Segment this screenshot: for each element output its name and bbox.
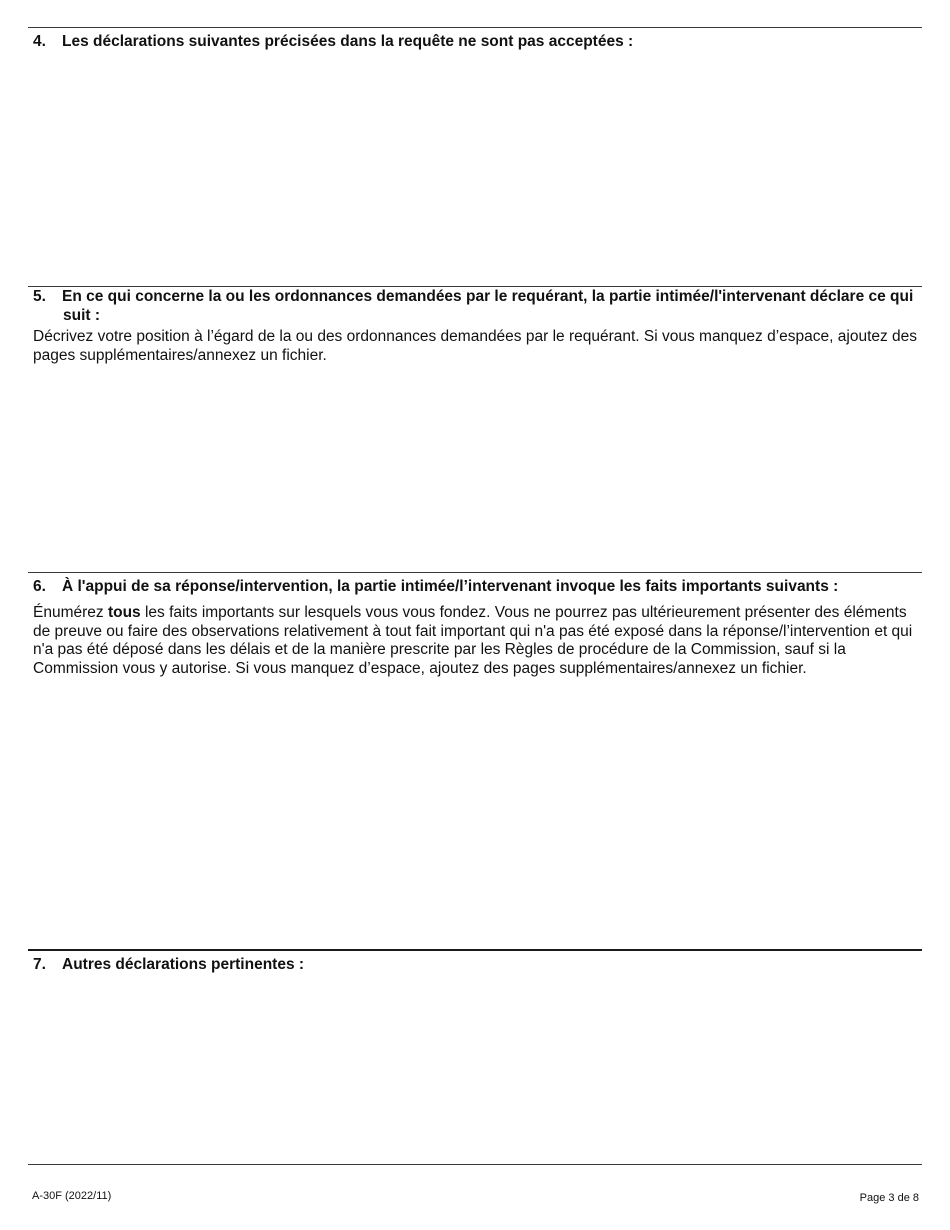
form-code: A-30F (2022/11) bbox=[32, 1190, 112, 1202]
section-6-title: À l'appui de sa réponse/intervention, la partie intimée/l’intervenant invoque les faits importants suivants : bbox=[62, 578, 839, 595]
section-7-top-rule bbox=[28, 949, 922, 951]
section-6-top-rule bbox=[28, 572, 922, 573]
page-number: Page 3 de 8 bbox=[859, 1192, 919, 1204]
section-4-number: 4. bbox=[33, 33, 46, 50]
section-5-instructions: Décrivez votre position à l’égard de la ou des ordonnances demandées par le requérant. Si vous manquez d’espace, ajoutez des pages supplémentaires/annexez un fichier. bbox=[33, 328, 918, 364]
section-4-response-field[interactable] bbox=[33, 56, 918, 278]
section-5-number: 5. bbox=[33, 288, 46, 305]
section-6-number: 6. bbox=[33, 578, 46, 595]
section-6-instructions-rest: les faits importants sur lesquels vous vous fondez. Vous ne pourrez pas ultérieurement présenter des éléments de preuve ou faire des observations relativement à tout fait important qui n'a pas été exposé dans la réponse/l’intervention et qui n'a pas été déposé dans les délais et de la manière prescrite par les Règles de procédure de la Commission, sauf si la Commission vous y autorise. Si vous manquez d’espace, ajoutez des pages supplémentaires/annexez un fichier. bbox=[33, 604, 913, 677]
section-5-response-field[interactable] bbox=[33, 370, 918, 566]
section-7-number: 7. bbox=[33, 956, 46, 973]
section-6-instructions-emphasis: tous bbox=[107, 604, 141, 621]
section-7-title: Autres déclarations pertinentes : bbox=[62, 956, 305, 973]
section-6-heading bbox=[33, 577, 923, 596]
section-7-heading bbox=[33, 955, 923, 974]
section-5-title-line1: En ce qui concerne la ou les ordonnances demandées par le requérant, la partie intimée/l'intervenant déclare ce qui bbox=[62, 288, 914, 305]
section-5-title-line2: suit : bbox=[63, 307, 101, 324]
section-6-response-field[interactable] bbox=[33, 684, 918, 944]
footer-rule bbox=[28, 1164, 922, 1165]
section-5-heading bbox=[33, 287, 923, 325]
section-4-top-rule bbox=[28, 27, 922, 28]
section-6-instructions bbox=[33, 604, 918, 678]
section-4-heading bbox=[33, 32, 923, 51]
section-4-title: Les déclarations suivantes précisées dans la requête ne sont pas acceptées : bbox=[62, 33, 634, 50]
section-7-response-field[interactable] bbox=[33, 980, 918, 1160]
section-6-instructions-prefix: Énumérez bbox=[33, 604, 108, 621]
